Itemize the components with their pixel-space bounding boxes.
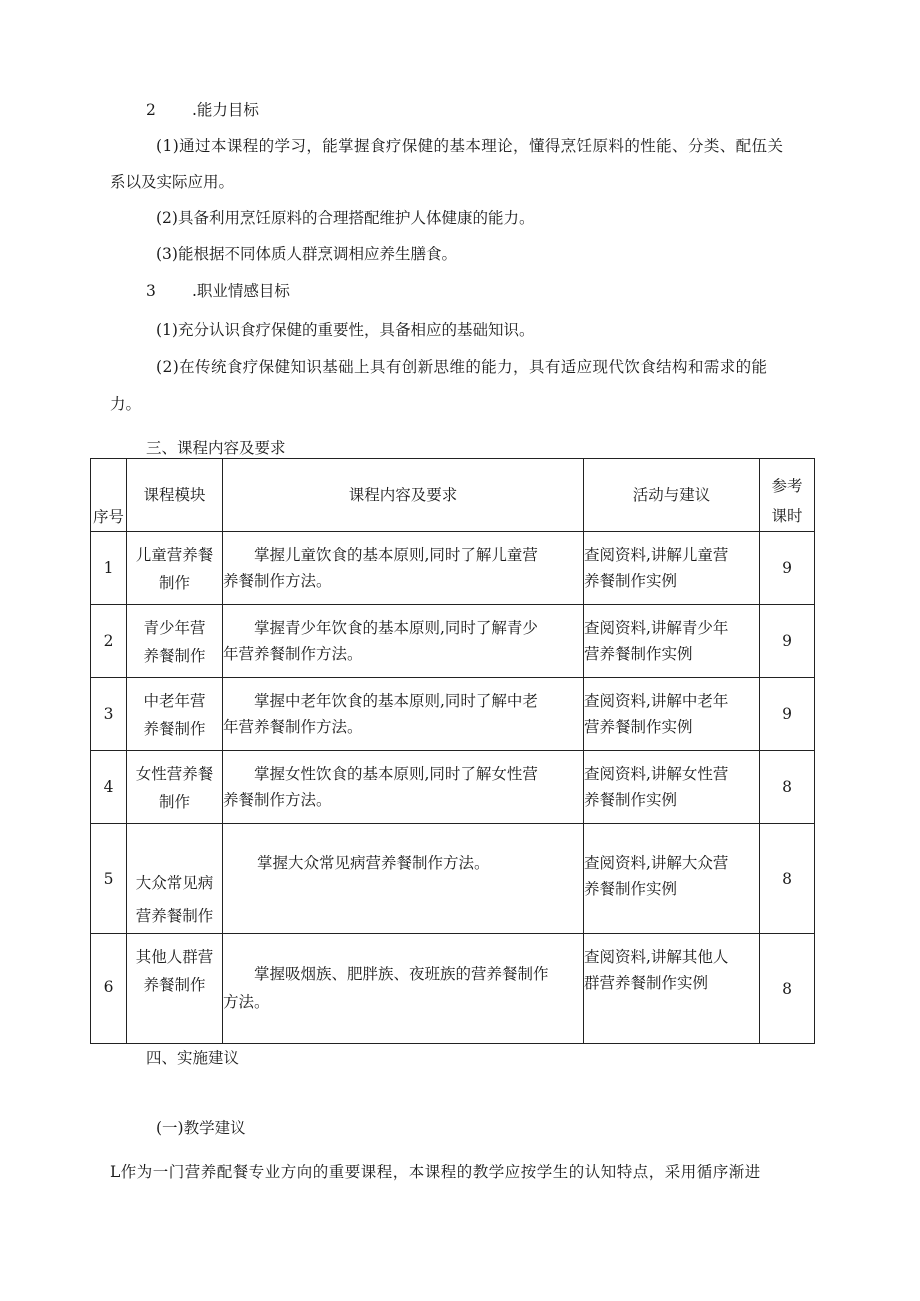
row-hours: 9: [760, 678, 815, 751]
row-index: 4: [91, 751, 127, 824]
row-hours: 8: [760, 824, 815, 934]
header-content: 课程内容及要求: [223, 459, 584, 532]
emotion-item-1: (1)充分认识食疗保健的重要性，具备相应的基础知识。: [156, 321, 535, 339]
course-table: [90, 458, 815, 1044]
row-content: 掌握青少年饮食的基本原则,同时了解青少 年营养餐制作方法。: [223, 605, 584, 678]
section-2-heading: [146, 100, 259, 120]
row-activity: 查阅资料,讲解青少年 营养餐制作实例: [584, 605, 760, 678]
row-index: 6: [91, 934, 127, 1044]
row-activity: 查阅资料,讲解儿童营 养餐制作实例: [584, 532, 760, 605]
table-row: [91, 532, 815, 605]
emotion-item-2: (2)在传统食疗保健知识基础上具有创新思维的能力，具有适应现代饮食结构和需求的能: [156, 358, 768, 376]
row-index: 1: [91, 532, 127, 605]
table-row: [91, 605, 815, 678]
row-content: 掌握中老年饮食的基本原则,同时了解中老 年营养餐制作方法。: [223, 678, 584, 751]
row-activity: 查阅资料,讲解大众营 养餐制作实例: [584, 824, 760, 934]
row-activity: 查阅资料,讲解女性营 养餐制作实例: [584, 751, 760, 824]
row-content: 掌握大众常见病营养餐制作方法。: [223, 824, 584, 934]
row-content: 掌握女性饮食的基本原则,同时了解女性营 养餐制作方法。: [223, 751, 584, 824]
table-row: [91, 678, 815, 751]
row-module: 其他人群营 养餐制作: [127, 934, 223, 1044]
ability-item-1: (1)通过本课程的学习，能掌握食疗保健的基本理论，懂得烹饪原料的性能、分类、配伍关: [156, 137, 784, 155]
row-module: 青少年营 养餐制作: [127, 605, 223, 678]
emotion-item-2-cont: 力。: [110, 395, 142, 413]
row-module: 女性营养餐 制作: [127, 751, 223, 824]
row-module: 中老年营 养餐制作: [127, 678, 223, 751]
header-index: 序号: [91, 459, 127, 532]
table-row: [91, 751, 815, 824]
header-activity: 活动与建议: [584, 459, 760, 532]
table-header-row: [91, 459, 815, 532]
row-index: 5: [91, 824, 127, 934]
row-hours: 8: [760, 934, 815, 1044]
section-2-number: 2: [146, 101, 156, 119]
table-row: [91, 934, 815, 1044]
row-index: 2: [91, 605, 127, 678]
section-3-heading: [146, 281, 290, 301]
ability-item-1-cont: 系以及实际应用。: [110, 173, 235, 191]
row-hours: 9: [760, 605, 815, 678]
section-2-title: .能力目标: [192, 101, 259, 119]
row-module: 儿童营养餐 制作: [127, 532, 223, 605]
row-hours: 9: [760, 532, 815, 605]
section-3-number: 3: [146, 282, 156, 300]
header-hours: 参考 课时: [760, 459, 815, 532]
section-3-title: .职业情感目标: [192, 282, 290, 300]
row-activity: 查阅资料,讲解中老年 营养餐制作实例: [584, 678, 760, 751]
row-content: 掌握儿童饮食的基本原则,同时了解儿童营 养餐制作方法。: [223, 532, 584, 605]
table-title: 三、课程内容及要求: [146, 439, 286, 457]
header-module: 课程模块: [127, 459, 223, 532]
last-paragraph: L作为一门营养配餐专业方向的重要课程，本课程的教学应按学生的认知特点，采用循序渐进: [110, 1163, 761, 1181]
ability-item-3: (3)能根据不同体质人群烹调相应养生膳食。: [156, 245, 457, 263]
subsection-1-title: (一)教学建议: [156, 1119, 246, 1137]
table-row: [91, 824, 815, 934]
row-activity: 查阅资料,讲解其他人 群营养餐制作实例: [584, 934, 760, 1044]
row-module: 大众常见病 营养餐制作: [127, 824, 223, 934]
row-index: 3: [91, 678, 127, 751]
section-4-title: 四、实施建议: [146, 1049, 240, 1067]
ability-item-2: (2)具备利用烹饪原料的合理搭配维护人体健康的能力。: [156, 209, 535, 227]
row-content: 掌握吸烟族、肥胖族、夜班族的营养餐制作 方法。: [223, 934, 584, 1044]
row-hours: 8: [760, 751, 815, 824]
